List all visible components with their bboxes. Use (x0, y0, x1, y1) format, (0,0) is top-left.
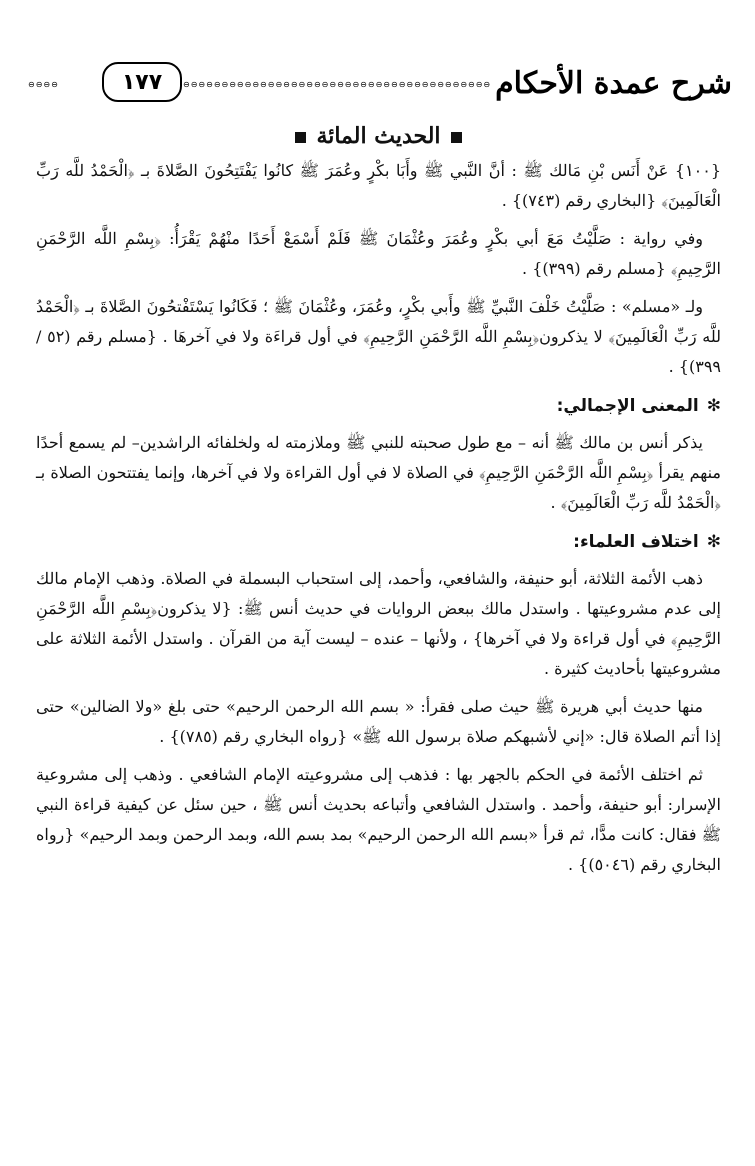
hadith-title (36, 118, 721, 154)
page-number: ١٧٧ (121, 70, 163, 95)
section-heading-text: المعنى الإجمالي: (556, 396, 699, 416)
hadith-text: {١٠٠} عَنْ أَنَس بْنِ مَالك ﷺ : أنَّ النَّبي ﷺ وأَبَا بكْرٍ وعُمَرَ ﷺ كانُوا يَفْتَتِحُونَ الصَّلاةَ بـ ﴿الْحَمْدُ للَّه رَبِّ الْعَالَمِينَ﴾ {البخاري رقم (٧٤٣)} . (36, 161, 722, 210)
header-ornament-left: ⊖⊖⊖⊖ (28, 80, 59, 89)
riwaya-paragraph: وفي رواية : صَلَّيْتُ مَعَ أبي بكْرٍ وعُمَرَ وعُثْمَانَ ﷺ فَلَمْ أَسْمَعْ أَحَدًا منْهُمْ يَقْرَأُ: ﴿بِسْمِ اللَّه الرَّحْمَنِ الرَّحِيمِ﴾ {مسلم رقم (٣٩٩)} . (36, 229, 721, 278)
page-body (36, 118, 721, 888)
ikhtilaf-paragraph-2: منها حديث أبي هريرة ﷺ حيث صلى فقرأ: « بسم الله الرحمن الرحيم» حتى بلغ «ولا الضالين» حتى إذا أتم الصلاة قال: «إني لأشبهكم صلاة برسول الله ﷺ» {رواه البخاري رقم (٧٨٥)} . (36, 697, 721, 746)
page-header (28, 58, 732, 110)
ikhtilaf-paragraph-3: ثم اختلف الأئمة في الحكم بالجهر بها : فذهب إلى مشروعيته الإمام الشافعي . وذهب إلى مشروعية الإسرار: أبو حنيفة، وأحمد . واستدل الشافعي وأتباعه بحديث أنس ﷺ ، حين سئل عن كيفية قراءة النبي ﷺ فقال: كانت مدًّا، ثم قرأ «بسم الله الرحمن الرحيم» بمد بسم الله، وبمد الرحمن وبمد الرحيم» {رواه البخاري رقم (٥٠٤٦)} . (36, 765, 722, 874)
hadith-title-text: الحديث المائة (316, 123, 441, 149)
ikhtilaf-paragraph-1: ذهب الأئمة الثلاثة، أبو حنيفة، والشافعي، وأحمد، إلى استحباب البسملة في الصلاة. وذهب الإمام مالك إلى عدم مشروعيتها . واستدل مالك ببعض الروايات في حديث أنس ﷺ: {لا يذكرون﴿بِسْمِ اللَّه الرَّحْمَنِ الرَّحِيمِ﴾ في أول قراءة ولا في آخرها} ، ولأنها – عنده – ليست آية من القرآن . واستدل الأئمة الثلاثة على مشروعيتها بأحاديث كثيرة . (36, 569, 721, 678)
muslim-paragraph: ولـ «مسلم» : صَلَّيْتُ خَلْفَ النَّبيِّ ﷺ وأَبي بكْرٍ، وعُمَرَ، وعُثْمَانَ ﷺ ؛ فَكَانُوا يَسْتَفْتحُونَ الصَّلاةَ بـ ﴿الْحَمْدُ للَّه رَبِّ الْعَالَمِينَ﴾ لا يذكرون﴿بِسْمِ اللَّه الرَّحْمَنِ الرَّحِيمِ﴾ في أول قراءَة ولا في آخرهَا . {مسلم رقم (٥٢ / ٣٩٩)} . (36, 297, 721, 376)
asterisk-icon: ✻ (706, 532, 721, 552)
section-heading-text: اختلاف العلماء: (573, 532, 699, 552)
square-bullet-icon (451, 132, 462, 143)
book-title: شرح عمدة الأحكام (495, 66, 732, 101)
square-bullet-icon (295, 132, 306, 143)
section-heading-ikhtilaf (36, 526, 721, 558)
section-heading-ijmali (36, 390, 721, 422)
page-number-frame (102, 62, 182, 102)
ijmali-paragraph: يذكر أنس بن مالك ﷺ أنه – مع طول صحبته للنبي ﷺ وملازمته له ولخلفائه الراشدين– لم يسمع أحدًا منهم يقرأ ﴿بِسْمِ اللَّه الرَّحْمَنِ الرَّحِيمِ﴾ في الصلاة لا في أول القراءة ولا في آخرها، وإنما يفتتحون الصلاة بـ ﴿الْحَمْدُ للَّه رَبِّ الْعَالَمِينَ﴾ . (36, 433, 721, 512)
asterisk-icon: ✻ (706, 396, 721, 416)
header-ornament-chain: ⊖⊖⊖⊖⊖⊖⊖⊖⊖⊖⊖⊖⊖⊖⊖⊖⊖⊖⊖⊖⊖⊖⊖⊖⊖⊖⊖⊖⊖⊖⊖⊖⊖⊖⊖⊖⊖⊖⊖⊖ (183, 80, 492, 89)
